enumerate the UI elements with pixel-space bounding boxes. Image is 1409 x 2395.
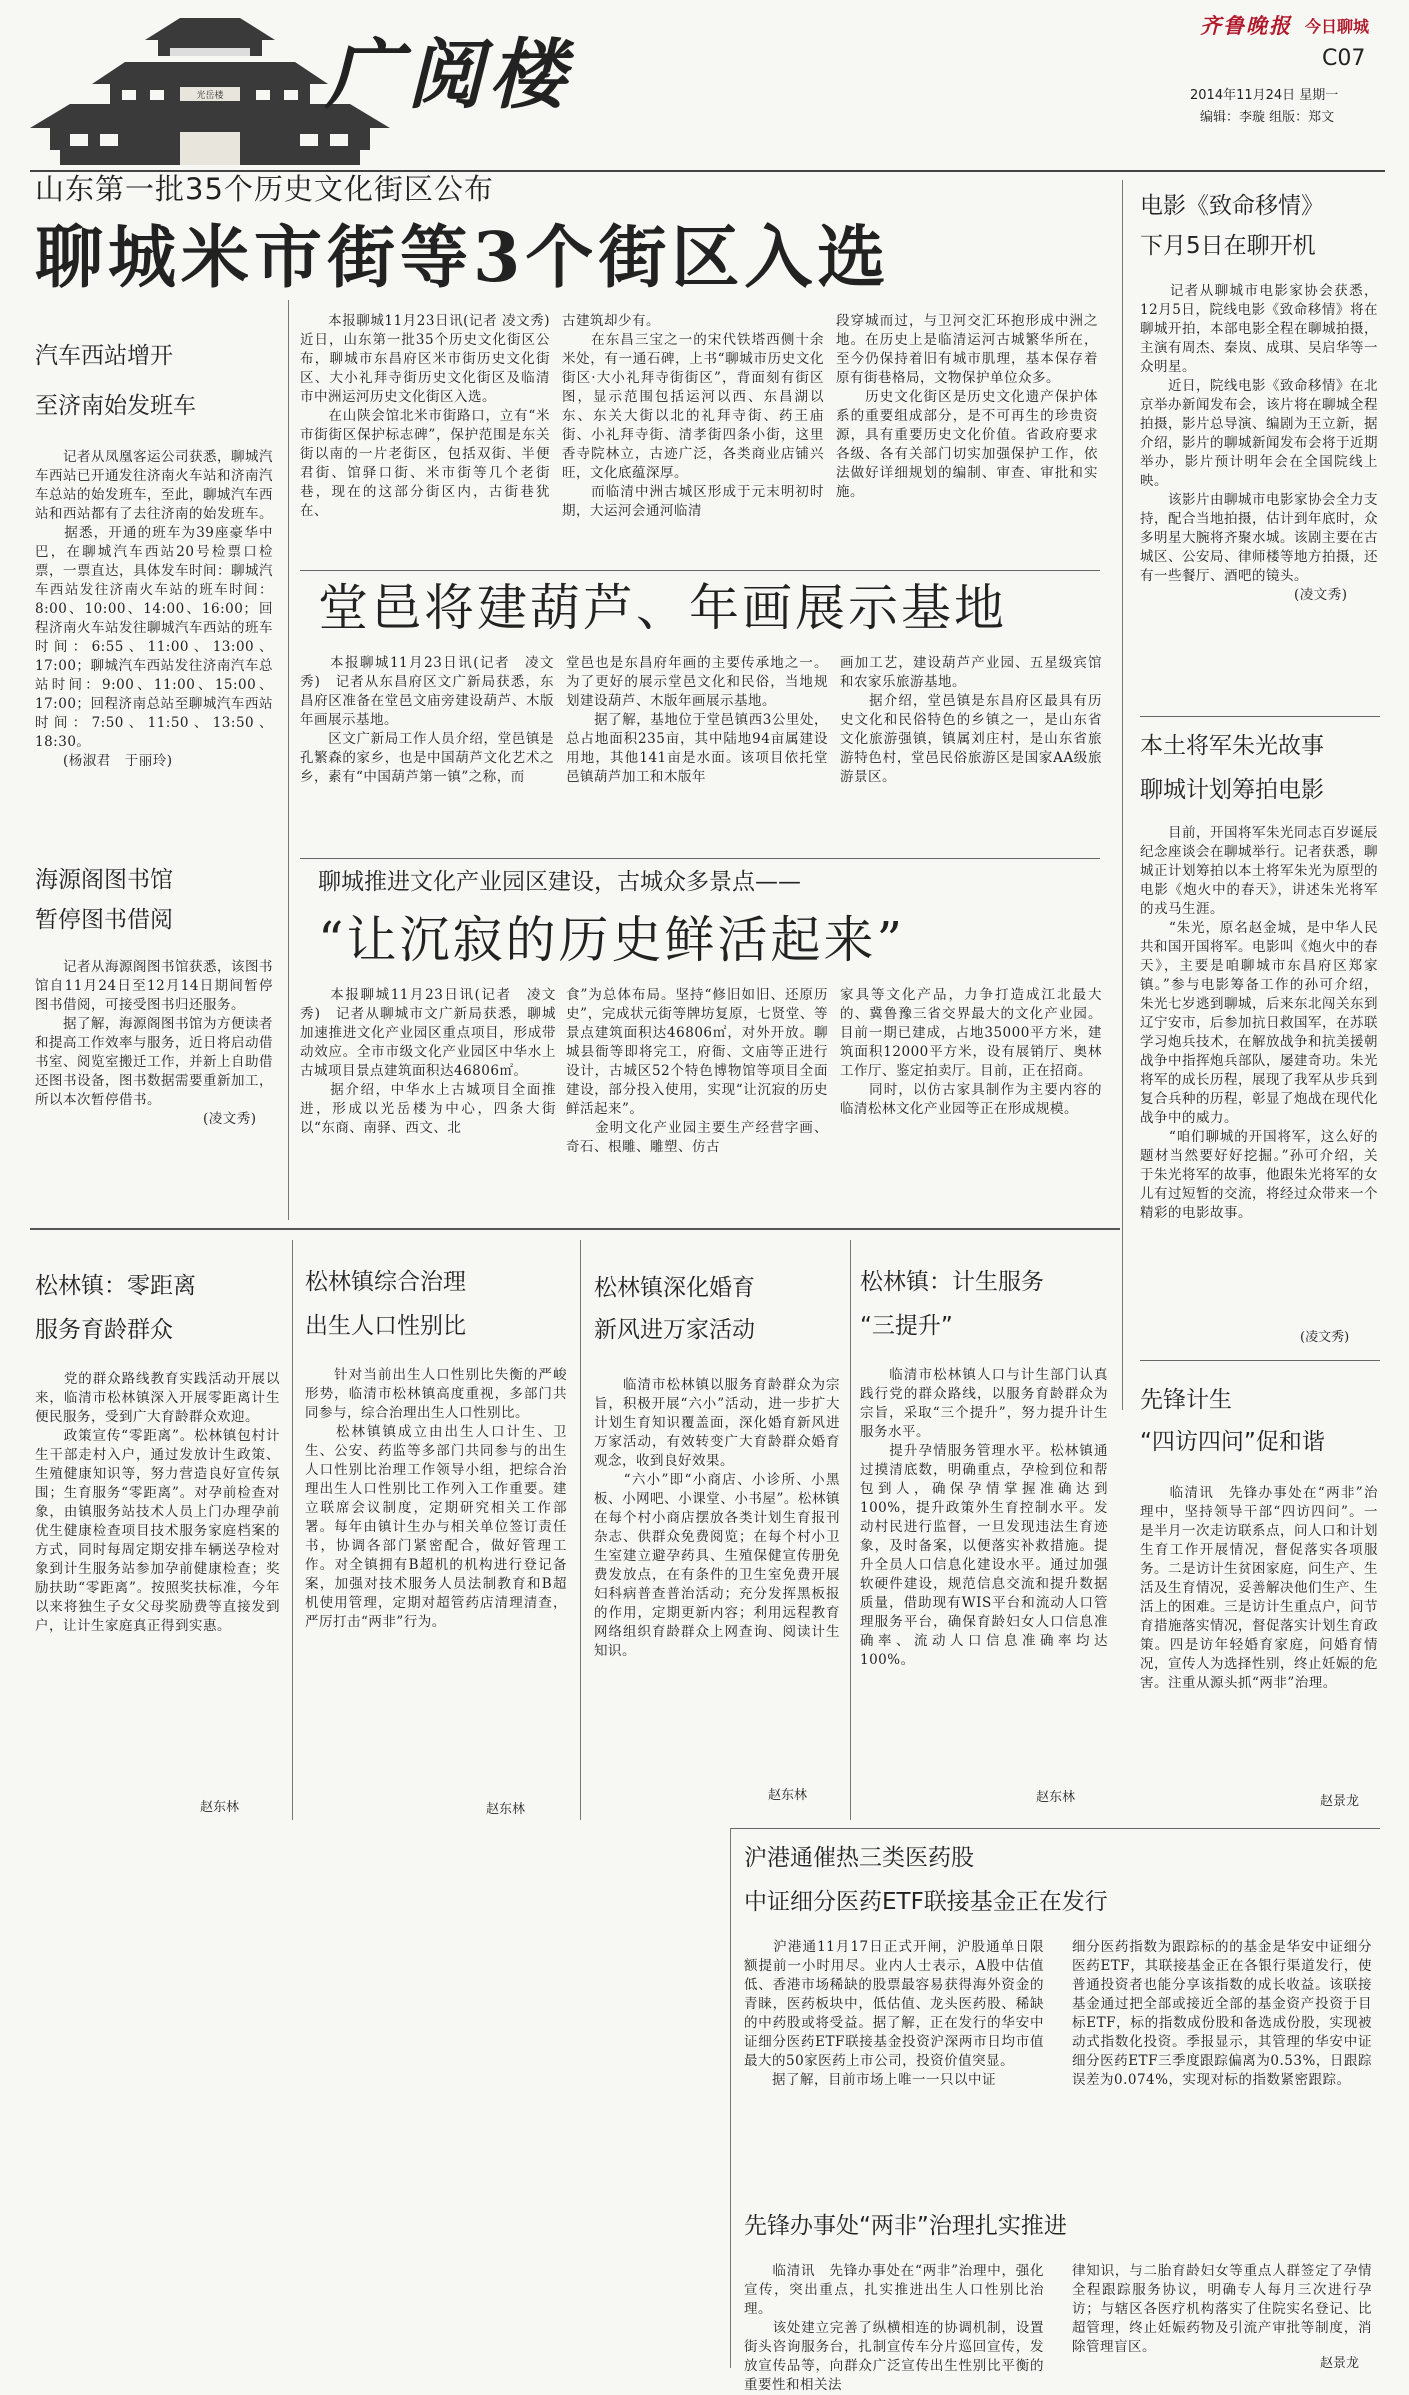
pioneer2-author: 赵景龙 xyxy=(1320,2356,1360,2371)
gourd-rule xyxy=(300,570,1100,571)
gourd-col-1: 本报聊城11月23日讯(记者 凌文秀) 记者从东昌府区文广新局获悉，东昌府区准备在堂邑文庙旁建设葫芦、木版年画展示基地。 区文广新局工作人员介绍，堂邑镇是孔繁森的家乡，也是中国葫芦文化艺术之乡，素有“中国葫芦第一镇”之称，而 xyxy=(300,655,554,785)
svg-text:光岳楼: 光岳楼 xyxy=(196,91,224,101)
gourd-title: 堂邑将建葫芦、年画展示基地 xyxy=(318,579,1007,637)
fund-col-1: 沪港通11月17日正式开闸，沪股通单日限额提前一小时用尽。业内人士表示，A股中估值低、香港市场稀缺的股票最容易获得海外资金的青睐，医药板块中，低估值、龙头医药股、稀缺的中药股或将受益。据了解，正在发行的华安中证细分医药ETF联接基金投资沪深两市日均市值最大的50家医药上市公司，投资价值突显。 据了解，目前市场上唯一一只以中证 xyxy=(744,1939,1044,2088)
movie-body: 记者从聊城市电影家协会获悉，12月5日，院线电影《致命移情》将在聊城开拍，本部电影全程在聊城拍摄，主演有周杰、秦岚、成琪、吴启华等一众明星。 近日，院线电影《致命移情》在北京举办新闻发布会，该片将在聊城全程拍摄，影片总导演、编剧为王立新，据介绍，影片的聊城新闻发布会将于近期举办，影片预计明年会在全国院线上映。 该影片由聊城市电影家协会全力支持，配合当地拍摄，估计到年底时，众多明星大腕将齐聚水城。该剧主要在古城区、公安局、律师楼等地方拍摄，还有一些餐厅、酒吧的镜头。 (凌文秀) xyxy=(1140,283,1378,603)
pioneer2-title: 先锋办事处“两非”治理扎实推进 xyxy=(744,2213,1067,2239)
library-body: 记者从海源阁图书馆获悉，该图书馆自11月24日至12月14日期间暂停图书借阅，可接受图书归还服务。 据了解，海源阁图书馆为方便读者和提高工作效率与服务，近日将启动借书室、阅览室搬迁工作，并新上自助借还图书设备，图书数据需要重新加工，所以本次暂停借书。 (凌文秀) xyxy=(35,959,273,1127)
pioneer1-title-2: “四访四问”促和谐 xyxy=(1140,1429,1325,1455)
zhu-title-2: 聊城计划筹拍电影 xyxy=(1140,777,1324,803)
column-name: 广阅楼 xyxy=(325,30,571,119)
park-rule xyxy=(300,858,1100,859)
linxia1-author: 赵东林 xyxy=(200,1800,240,1815)
movie-title-1: 电影《致命移情》 xyxy=(1140,193,1324,219)
gourd-col-2: 堂邑也是东昌府年画的主要传承地之一。为了更好的展示堂邑文化和民俗，当地规划建设葫芦、木版年画展示基地。 据了解，基地位于堂邑镇西3公里处，总占地面积235亩，其中陆地94亩属建设用地，其他141亩是水面。该项目依托堂邑镇葫芦加工和木版年 xyxy=(566,655,828,785)
gourd-col-3: 画加工艺，建设葫芦产业园、五星级宾馆和农家乐旅游基地。 据介绍，堂邑镇是东昌府区最具有历史文化和民俗特色的乡镇之一，是山东省文化旅游强镇，镇属刘庄村，是山东省旅游特色村，堂邑民俗旅游区是国家AA级旅游景区。 xyxy=(840,655,1102,785)
linxia1-title-2: 服务育龄群众 xyxy=(35,1317,173,1343)
zhu-title-1: 本土将军朱光故事 xyxy=(1140,733,1324,759)
park-col-1: 本报聊城11月23日讯(记者 凌文秀) 记者从聊城市文广新局获悉，聊城加速推进文化产业园区重点项目，形成带动效应。全市市级文化产业园区中华水上古城项目景点建筑面积达46806㎡。 据介绍，中华水上古城项目全面推进，形成以光岳楼为中心，四条大街以“东商、南驿、西文、北 xyxy=(300,987,556,1136)
park-col-3: 家具等文化产品，力争打造成江北最大的、冀鲁豫三省交界最大的文化产业园。目前一期已建成，占地35000平方米，建筑面积12000平方米，设有展销厅、奥林工作厅、鉴定拍卖厅。目前，正在招商。 同时，以仿古家具制作为主要内容的临清松林文化产业园等正在形成规模。 xyxy=(840,987,1102,1117)
bus-title-1: 汽车西站增开 xyxy=(35,343,173,369)
pioneer1-title-1: 先锋计生 xyxy=(1140,1387,1232,1413)
pioneer2-col-1: 临清讯 先锋办事处在“两非”治理中，强化宣传，突出重点，扎实推进出生人口性别比治理。 该处建立完善了纵横相连的协调机制，设置街头咨询服务台，扎制宣传车分片巡回宣传，发放宣传品等，向群众广泛宣传出生性别比平衡的重要性和相关法 xyxy=(744,2263,1044,2393)
linxia-rule-2 xyxy=(580,1240,581,1820)
linxia4-body: 临清市松林镇人口与计生部门认真践行党的群众路线，以服务育龄群众为宗旨，采取“三个提升”，努力提升计生服务水平。 提升孕情服务管理水平。松林镇通过摸清底数，明确重点，孕检到位和帮包到人，确保孕情掌握准确达到100%，提升政策外生育控制水平。发动村民进行监督，一旦发现违法生育迹象，及时备案，以便落实补救措施。提升全员人口信息化建设水平。通过加强软硬件建设，规范信息交流和提升数据质量，借助现有WIS平台和流动人口管理服务平台，确保育龄妇女人口信息准确率、流动人口信息准确率均达100%。 xyxy=(860,1367,1108,1668)
linxia-rule-3 xyxy=(850,1240,851,1820)
park-title: “让沉寂的历史鲜活起来” xyxy=(318,911,906,969)
fund-rule xyxy=(730,1828,1380,1829)
linxia3-author: 赵东林 xyxy=(768,1788,808,1803)
linxia-rule xyxy=(30,1228,1120,1230)
bus-body: 记者从凤凰客运公司获悉，聊城汽车西站已开通发往济南火车站和济南汽车总站的始发班车，至此，聊城汽车西站和西站都有了去往济南的始发班车。 据悉，开通的班车为39座豪华中巴，在聊城汽车西站20号检票口检票，一票直达，具体发车时间：聊城汽车西站发往济南火车站的班车时间：8:00、10:00、14:00、16:00；回程济南火车站发往聊城汽车西站的班车时间：6:55、11:00、13:00、17:00；聊城汽车西站发往济南汽车总站时间：9:00、11:00、15:00、17:00；回程济南总站至聊城汽车西站时间：7:50、11:50、13:50、18:30。 (杨淑君 于丽玲) xyxy=(35,449,273,769)
movie-title-2: 下月5日在聊开机 xyxy=(1140,233,1316,259)
pioneer1-author: 赵景龙 xyxy=(1320,1794,1360,1809)
linxia1-title-1: 松林镇：零距离 xyxy=(35,1273,196,1299)
fund-title-1: 沪港通催热三类医药股 xyxy=(744,1845,974,1871)
bus-title-2: 至济南始发班车 xyxy=(35,393,196,419)
editors: 编辑：李璇 组版：郑文 xyxy=(1200,110,1335,125)
section-name: 今日聊城 xyxy=(1305,17,1370,36)
pioneer1-body: 临清讯 先锋办事处在“两非”治理中，坚持领导干部“四访四问”。一是半月一次走访联系点，问人口和计划生育工作开展情况，督促落实各项服务。二是访计生贫困家庭，问生产、生活及生育情况，妥善解决他们生产、生活上的困难。三是访计生重点户，问节育措施落实情况，督促落实计划生育政策。四是访年轻婚育家庭，问婚育情况，宣传人为选择性别，终止妊娠的危害。注重从源头抓“两非”治理。 xyxy=(1140,1485,1378,1691)
paper-name: 齐鲁晚报 xyxy=(1200,13,1292,38)
library-title-1: 海源阁图书馆 xyxy=(35,867,173,893)
lead-kicker: 山东第一批35个历史文化街区公布 xyxy=(35,172,494,206)
linxia2-title-1: 松林镇综合治理 xyxy=(305,1269,466,1295)
linxia2-title-2: 出生人口性别比 xyxy=(305,1313,466,1339)
page-number: C07 xyxy=(1322,46,1366,71)
issue-date: 2014年11月24日 星期一 xyxy=(1190,88,1339,103)
fund-col-2: 细分医药指数为跟踪标的的基金是华安中证细分医药ETF，其联接基金正在各银行渠道发行，使普通投资者也能分享该指数的成长收益。该联接基金通过把全部或接近全部的基金资产投资于目标ETF，标的指数成份股和备选成份股，实现被动式指数化投资。季报显示，其管理的华安中证细分医药ETF三季度跟踪偏离为0.53%，日跟踪误差为0.074%，实现对标的指数紧密跟踪。 xyxy=(1072,1939,1372,2088)
zhu-body: 目前，开国将军朱光同志百岁诞辰纪念座谈会在聊城举行。记者获悉，聊城正计划筹拍以本土将军朱光为原型的电影《炮火中的春天》，讲述朱光将军的戎马生涯。 “朱光，原名赵金城，是中华人民共和国开国将军。电影叫《炮火中的春天》，主要是咱聊城市东昌府区郑家镇。”参与电影筹备工作的孙可介绍，朱光七岁逃到聊城，后来东北闯关东到辽宁安市，后参加抗日救国军，在苏联学习炮兵技术，在解放战争和抗美援朝战争中指挥炮兵部队，屡建奇功。朱光将军的成长历程，展现了我军从步兵到复合兵种的历程，彰显了炮战在现代化战争中的威力。 “咱们聊城的开国将军，这么好的题材当然要好好挖掘。”孙可介绍，关于朱光将军的故事，他跟朱光将军的女儿有过短暂的交流，将经过众带来一个精彩的电影故事。 xyxy=(1140,825,1378,1221)
park-col-2: 食”为总体布局。坚持“修旧如旧、还原历史”，完成状元街等牌坊复原，七贤堂、等景点建筑面积达46806㎡，对外开放。聊城县衙等即将完工，府衙、文庙等正进行设计，古城区52个特色博物馆等项目全面建设，部分投入使用，实现“让沉寂的历史鲜活起来”。 金明文化产业园主要生产经营字画、奇石、根雕、雕塑、仿古 xyxy=(566,987,828,1155)
zhu-author: (凌文秀) xyxy=(1300,1330,1350,1345)
lead-headline: 聊城米市街等3个街区入选 xyxy=(35,218,891,298)
linxia4-author: 赵东林 xyxy=(1036,1790,1076,1805)
linxia1-body: 党的群众路线教育实践活动开展以来，临清市松林镇深入开展零距离计生便民服务，受到广大育龄群众欢迎。 政策宣传“零距离”。松林镇包村计生干部走村入户，通过发放计生政策、生殖健康知识等，努力营造良好宣传氛围；生育服务“零距离”。对孕前检查对象，由镇服务站技术人员上门办理孕前优生健康检查项目技术服务家庭档案的方式，同时每周定期安排车辆送孕检对象到计生服务站参加孕前健康检查；奖励扶助“零距离”。按照奖扶标准，今年以来将独生子女父母奖励费等直接发到户，让计生家庭真正得到实惠。 xyxy=(35,1371,280,1634)
linxia4-title-2: “三提升” xyxy=(860,1313,953,1339)
col-rule-right xyxy=(1122,180,1123,1410)
linxia3-title-2: 新风进万家活动 xyxy=(594,1317,755,1343)
library-title-2: 暂停图书借阅 xyxy=(35,907,173,933)
linxia-rule-1 xyxy=(292,1240,293,1820)
masthead xyxy=(0,0,1409,180)
park-kicker: 聊城推进文化产业园区建设，古城众多景点—— xyxy=(318,869,801,895)
linxia4-title-1: 松林镇：计生服务 xyxy=(860,1269,1044,1295)
pioneer1-rule xyxy=(1140,1360,1380,1361)
fund-title-2: 中证细分医药ETF联接基金正在发行 xyxy=(744,1889,1108,1915)
zhu-rule xyxy=(1140,716,1380,717)
linxia3-body: 临清市松林镇以服务育龄群众为宗旨，积极开展“六小”活动，进一步扩大计划生育知识覆盖面，深化婚育新风进万家活动，有效转变广大育龄群众婚育观念，收到良好效果。 “六小”即“小商店、小诊所、小黑板、小网吧、小课堂、小书屋”。松林镇在每个村小商店摆放各类计划生育报刊杂志、供群众免费阅览；在每个村小卫生室建立避孕药具、生殖保健宣传册免费发放点，在有条件的卫生室免费开展妇科病普查普治活动；充分发挥黑板报的作用，定期更新内容；利用远程教育网络组织育龄群众上网查询、阅读计生知识。 xyxy=(594,1377,840,1659)
linxia2-author: 赵东林 xyxy=(486,1802,526,1817)
lead-col-2: 古建筑却少有。 在东昌三宝之一的宋代铁塔西侧十余米处，有一通石碑，上书“聊城市历史文化街区·大小礼拜寺街街区”，背面刻有街区图，显示范围包括运河以西、东昌湖以东、东关大街以北的礼拜寺街、药王庙街、小礼拜寺街、清孝街四条小街，这里香寺院林立，古迹广泛，各类商业店铺兴旺，文化底蕴深厚。 而临清中洲古城区形成于元末明初时期，大运河会通河临清 xyxy=(562,313,824,519)
linxia3-title-1: 松林镇深化婚育 xyxy=(594,1275,755,1301)
lead-col-1: 本报聊城11月23日讯(记者 凌文秀) 近日，山东第一批35个历史文化街区公布，聊城市东昌府区米市街历史文化街区、大小礼拜寺街历史文化街区及临清市中洲运河历史文化街区入选。 在山陕会馆北米市街路口，立有“米市街街区保护标志碑”，保护范围是东关街以南的一片老街区，包括双街、半便君街、馆驿口街、米市街等几个老街巷，现在的这部分街区内，古街巷犹在、 xyxy=(300,313,550,519)
fund-side-rule xyxy=(730,1828,731,2368)
col-rule-left xyxy=(288,300,289,1220)
pioneer2-col-2: 律知识，与二胎育龄妇女等重点人群签定了孕情全程跟踪服务协议，明确专人每月三次进行孕访；与辖区各医疗机构落实了住院实名登记、比超管理，终止妊娠药物及引流产审批等制度，消除管理盲区。 xyxy=(1072,2263,1372,2355)
lead-col-3: 段穿城而过，与卫河交汇环抱形成中洲之地。在历史上是临清运河古城繁华所在，至今仍保持着旧有城市肌理，基本保存着原有街巷格局，文物保护单位众多。 历史文化街区是历史文化遗产保护体系的重要组成部分，是不可再生的珍贵资源，具有重要历史文化价值。省政府要求各级、各有关部门切实加强保护工作，依法做好详细规划的编制、审查、审批和实施。 xyxy=(836,313,1098,500)
linxia2-body: 针对当前出生人口性别比失衡的严峻形势，临清市松林镇高度重视，多部门共同参与，综合治理出生人口性别比。 松林镇镇成立由出生人口计生、卫生、公安、药监等多部门共同参与的出生人口性别比治理工作领导小组，把综合治理出生人口性别比工作列入工作重要。建立联席会议制度，定期研究相关工作部署。每年由镇计生办与相关单位签订责任书，协调各部门紧密配合，做好管理工作。对全镇拥有B超机的机构进行登记备案，加强对技术服务人员法制教育和B超机使用管理，定期对超管药店清理清查，严厉打击“两非”行为。 xyxy=(305,1367,567,1630)
